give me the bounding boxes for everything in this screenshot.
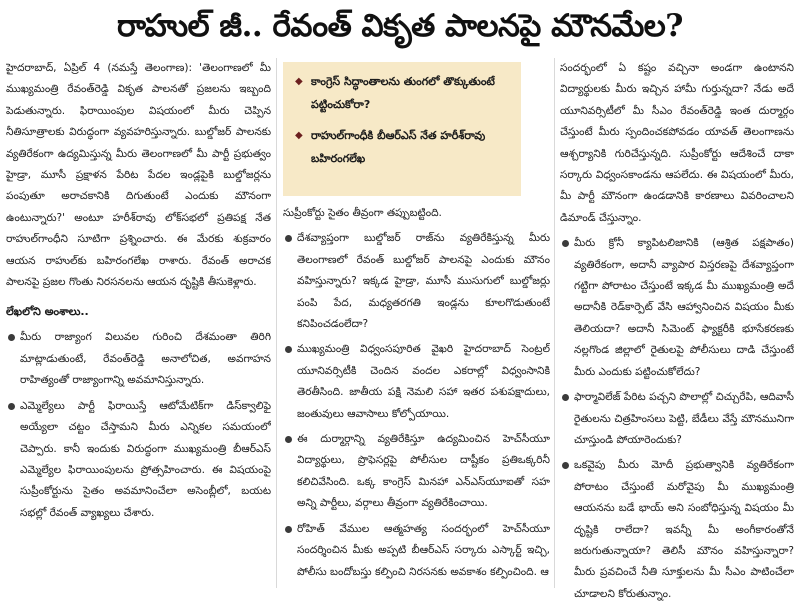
article-headline: రాహుల్ జీ.. రేవంత్ వికృత పాలనపై మౌనమేల?: [117, 8, 683, 44]
column-2: [283, 203, 550, 583]
column-1: [6, 58, 271, 524]
letter-point: ఈ దుర్మార్గాన్ని వ్యతిరేకిస్తూ ఉద్యమించిన హెచ్‌సీయూ విద్యార్థులు, ప్రొఫెసర్లపై పోలీసుల దాష్టీకం ప్రతిఒక్కరినీ కలిచివేసింది. ఒక్క కాంగ్రెస్ మినహా ఎన్‌ఎస్‌యూఐతో సహ అన్ని పార్టీలు, వర్గాలు తీవ్రంగా వ్యతిరేకించాయి.: [283, 429, 550, 515]
paragraph-continuation: సుప్రీంకోర్టు సైతం తీవ్రంగా తప్పుబట్టింది.: [283, 207, 442, 219]
letter-point: ఎమ్మెల్యేలు పార్టీ ఫిరాయిస్తే ఆటోమేటిక్‌గా డిస్‌క్వాలిఫై అయ్యేలా చట్టం చేస్తామని మీరు ఎన్నికల సమయంలో చెప్పారు. కానీ ఇందుకు విరుద్ధంగా ముఖ్యమంత్రి బీఆర్‌ఎస్ ఎమ్మెల్యేల ఫిరాయింపులను ప్రోత్సహించారు. ఈ విషయంపై సుప్రీంకోర్టును సైతం అవమానించేలా అసెంబ్లీలో, బయట సభల్లో రేవంత్ వ్యాఖ్యలు చేశారు.: [6, 396, 271, 524]
column-divider: [554, 58, 555, 588]
letter-point: ముఖ్యమంత్రి విధ్వంసపూరిత వైఖరి హైదరాబాద్ సెంట్రల్ యూనివర్సిటీకి చెందిన వందల ఎకరాల్లో విధ్వంసానికి తెరతీసింది. జాతీయ పక్షి నెమలి సహా ఇతర పశుపక్షాదులు, జంతువులు ఆవాసాలు కోల్పోయాయి.: [283, 339, 550, 425]
highlight-box: [283, 62, 521, 196]
letter-point: మీరు రాజ్యాంగ విలువల గురించి దేశమంతా తిరిగి మాట్లాడుతుంటే, రేవంత్‌రెడ్డి అనాలోచిత, అవగాహన రాహిత్యంతో రాజ్యాంగాన్ని అవమానిస్తున్నారు.: [6, 327, 271, 391]
letter-point: రోహిత్ వేముల ఆత్మహత్య సందర్భంలో హెచ్‌సీయూ సందర్శించిన మీకు అప్పటి బీఆర్‌ఎస్ సర్కారు ఎస్కార్ట్ ఇచ్చి, పోలీసు బందోబస్తు కల్పించి నిరసనకు అవకాశం కల్పించింది. ఆ: [283, 519, 550, 583]
article-intro-paragraph: హైదరాబాద్, ఏప్రిల్ 4 (నమస్తే తెలంగాణ): 'తెలంగాణలో మీ ముఖ్యమంత్రి రేవంత్‌రెడ్డి వికృత పాలనతో ప్రజలను ఇబ్బంది పెడుతున్నారు. ఫిరాయింపుల విషయంలో మీరు చెప్పిన నీతిసూత్రాలకు విరుద్ధంగా వ్యవహరిస్తున్నారు. బుల్డోజర్ పాలనకు వ్యతిరేకంగా ఉద్యమిస్తున్న మీరు తెలంగాణలో మీ పార్టీ ప్రభుత్వం హైడ్రా, మూసీ ప్రక్షాళన పేరిట పేదల ఇండ్లపైకి బుల్డోజర్లను పంపుతూ అరాచకానికి దిగుతుంటే ఎందుకు మౌనంగా ఉంటున్నారు?' అంటూ హరీశ్‌రావు లోక్‌సభలో ప్రతిపక్ష నేత రాహుల్‌గాంధీని సూటిగా ప్రశ్నించారు. ఈ మేరకు శుక్రవారం ఆయన రాహుల్‌కు బహిరంగలేఖ రాశారు. రేవంత్ అరాచక పాలనపై ప్రజల గొంతు నిరసనలను ఆయన దృష్టికి తీసుకెళ్లారు.: [6, 62, 271, 289]
highlight-item: ◆ రాహుల్‌గాంధీకి బీఆర్‌ఎస్ నేత హరీశ్‌రావు బహిరంగలేఖ: [295, 124, 511, 170]
letter-point: దేశవ్యాప్తంగా బుల్డోజర్ రాజ్‌ను వ్యతిరేకిస్తున్న మీరు తెలంగాణలో రేవంత్ బుల్డోజర్ పాలనపై ఎందుకు మౌనం వహిస్తున్నారు? ఇక్కడ హైడ్రా, మూసీ ముసుగులో బుల్డోజర్లు పంపి పేద, మధ్యతరగతి ఇండ్లను కూలగొడుతుంటే కనిపించడంలేదా?: [283, 228, 550, 335]
letter-point: ఒకవైపు మీరు మోదీ ప్రభుత్వానికి వ్యతిరేకంగా పోరాటం చేస్తుంటే మరోవైపు మీ ముఖ్యమంత్రి ఆయనను బడే భాయ్ అని సంబోధిస్తున్న విషయం మీ దృష్టికి రాలేదా? ఇవన్నీ మీ అంగీకారంతోనే జరుగుతున్నాయా? తెలిసీ మౌనం వహిస్తున్నారా? మీరు ప్రవచించే నీతి సూక్తులను మీ సీఎం పాటించేలా చూడాలని కోరుతున్నాం.: [560, 455, 794, 605]
paragraph-continuation: సందర్భంలో ఏ కష్టం వచ్చినా అండగా ఉంటానని విద్యార్థులకు మీరు ఇచ్చిన హామీ గుర్తున్నదా? నేడు అదే యూనివర్సిటీలో మీ సీఎం రేవంత్‌రెడ్డి ఇంత దుర్మార్గం చేస్తుంటే మీరు స్పందించకపోవడం యావత్ తెలంగాణను ఆశ్చర్యానికి గురిచేస్తున్నది. సుప్రీంకోర్టు ఆదేశించే దాకా సర్కారు విధ్వంసకాండను ఆపలేదు. ఈ విషయంలో మీరు, మీ పార్టీ మౌనంగా ఉండడానికి కారణాలు వివరించాలని డిమాండ్ చేస్తున్నాం.: [560, 62, 794, 224]
highlight-item: ◆ కాంగ్రెస్ సిద్ధాంతాలను తుంగలో తొక్కుతుంటే పట్టించుకోరా?: [295, 70, 511, 116]
letter-points-subheading: లేఖలోని అంశాలు..: [6, 305, 89, 319]
column-3: [560, 58, 794, 605]
letter-point: మీరు క్రోనీ క్యాపిటలిజానికి (ఆశ్రిత పక్షపాతం) వ్యతిరేకంగా, అదానీ వ్యాపార విస్తరణపై దేశవ్యాప్తంగా గట్టిగా పోరాటం చేస్తుంటే ఇక్కడ మీ ముఖ్యమంత్రి అదే అదానీకి రెడ్‌కార్పెట్ వేసి ఆహ్వానించిన విషయం మీకు తెలియదా? అదానీ సిమెంట్ ఫ్యాక్టరీకి భూసేకరణకు నల్లగొండ జిల్లాలో రైతులపై పోలీసులు దాడి చేస్తుంటే మీరు ఎందుకు పట్టించుకోలేదు?: [560, 233, 794, 383]
letter-point: ఫార్మావిలేజ్ పేరిట పచ్చని పొలాల్లో చిచ్చురేపి, ఆదివాసీ రైతులను చిత్రహింసలు పెట్టి, బేడీలు వేస్తే మౌనమునిగా చూస్తుండి పోయారెందుకు?: [560, 387, 794, 451]
column-divider: [276, 58, 277, 588]
